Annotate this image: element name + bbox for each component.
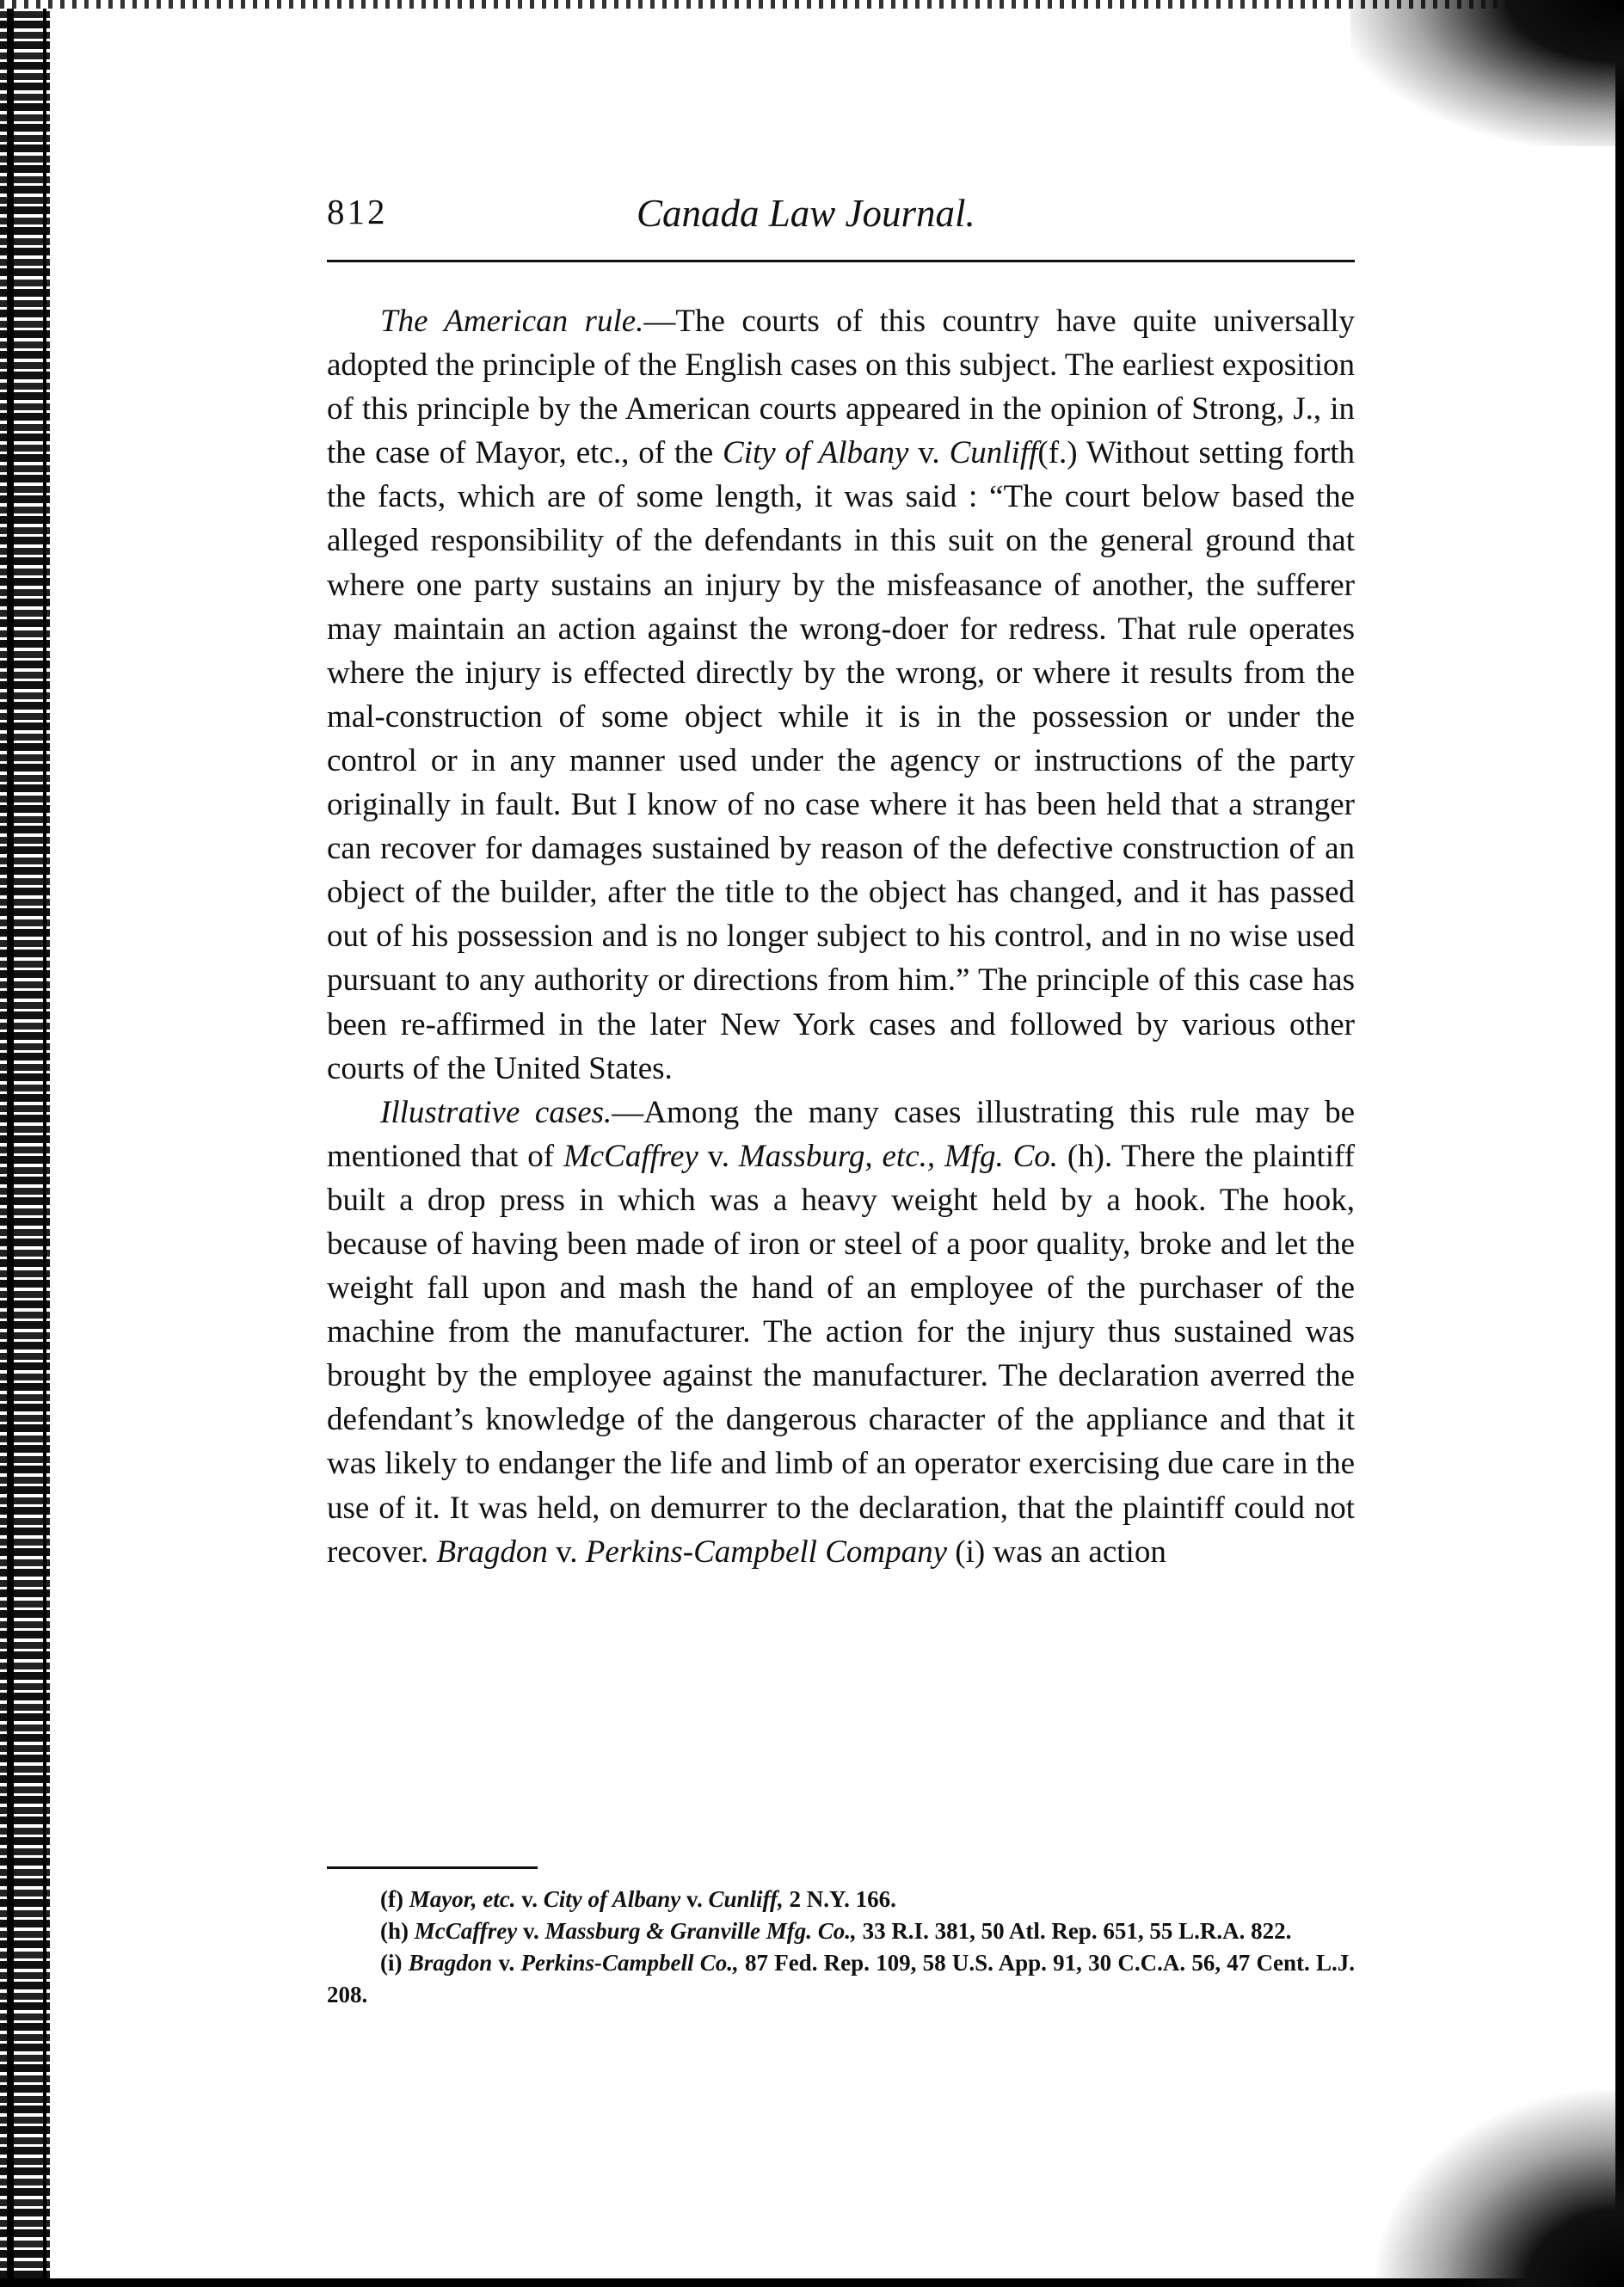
scan-smudge-bottom-right <box>1376 2090 1624 2287</box>
footnotes <box>327 1884 1355 2011</box>
scan-smudge-top-right <box>1350 0 1624 146</box>
case-name: City of Albany <box>723 435 909 471</box>
paragraph-american-rule: The American rule.—The courts of this country have quite universally adopted the principle of the English cases on this subject. The earliest exposition of this principle by the American courts appeared in the opinion of Strong, J., in the case of Mayor, etc., of the City of Albany v. Cunliff(f.) Without setting forth the facts, which are of some length, it was said : “The court below based the alleged responsibility of the defendants in this suit on the general ground that where one party sustains an injury by the misfeasance of another, the sufferer may maintain an action against the wrong-doer for redress. That rule operates where the injury is effected directly by the wrong, or where it results from the mal-construction of some object while it is in the possession or under the control or in any manner used under the agency or instructions of the party originally in fault. But I know of no case where it has been held that a stranger can recover for damages sustained by reason of the defective construction of an object of the builder, after the title to the object has changed, and it has passed out of his possession and is no longer subject to his control, and in no wise used pursuant to any authority or directions from him.” The principle of this case has been re-affirmed in the later New York cases and followed by various other courts of the United States. <box>327 304 1356 1086</box>
case-name: McCaffrey <box>563 1138 698 1174</box>
footnote-mark: (f) <box>380 1886 403 1912</box>
footnote-h: (h) McCaffrey v. Massburg & Granville Mfg. Co., 33 R.I. 381, 50 Atl. Rep. 651, 55 L.R.A. 822. <box>380 1918 1292 1944</box>
footnote-mark: (i) <box>380 1950 403 1976</box>
case-name: Bragdon <box>436 1534 548 1570</box>
article-body <box>327 299 1355 1574</box>
case-name: Perkins-Campbell Company <box>585 1534 948 1570</box>
scan-edge-left-inner <box>7 0 14 2287</box>
case-name: Cunliff <box>949 435 1038 471</box>
page-number: 812 <box>327 192 388 231</box>
scan-edge-right <box>1615 0 1624 2287</box>
section-heading: Illustrative cases. <box>380 1094 612 1130</box>
paragraph-illustrative-cases: Illustrative cases.—Among the many cases illustrating this rule may be mentioned that of McCaffrey v. Massburg, etc., Mfg. Co. (h). There the plaintiff built a drop press in which was a heavy weight held by a hook. The hook, because of having been made of iron or steel of a poor quality, broke and let the weight fall upon and mash the hand of an employee of the purchaser of the machine from the manufacturer. The action for the injury thus sustained was brought by the employee against the manufacturer. The declaration averred the defendant’s knowledge of the dangerous character of the appliance and that it was likely to endanger the life and limb of an operator exercising due care in the use of it. It was held, on demurrer to the declaration, that the plaintiff could not recover. Bragdon v. Perkins-Campbell Company (i) was an action <box>327 1094 1355 1570</box>
footnote-f: (f) Mayor, etc. v. City of Albany v. Cunliff, 2 N.Y. 166. <box>380 1886 896 1912</box>
header-rule <box>327 260 1355 262</box>
footnote-i: (i) Bragdon v. Perkins-Campbell Co., 87 Fed. Rep. 109, 58 U.S. App. 91, 30 C.C.A. 56, 47 Cent. L.J. 208. <box>327 1950 1356 2007</box>
running-title: Canada Law Journal. <box>637 192 975 235</box>
case-name: Massburg, etc., Mfg. Co. <box>738 1138 1059 1174</box>
footnote-rule <box>327 1866 538 1869</box>
footnote-mark: (h) <box>380 1918 409 1944</box>
section-heading: The American rule. <box>380 304 644 339</box>
page-header <box>327 191 1355 251</box>
scan-edge-left-rule <box>43 0 46 2287</box>
